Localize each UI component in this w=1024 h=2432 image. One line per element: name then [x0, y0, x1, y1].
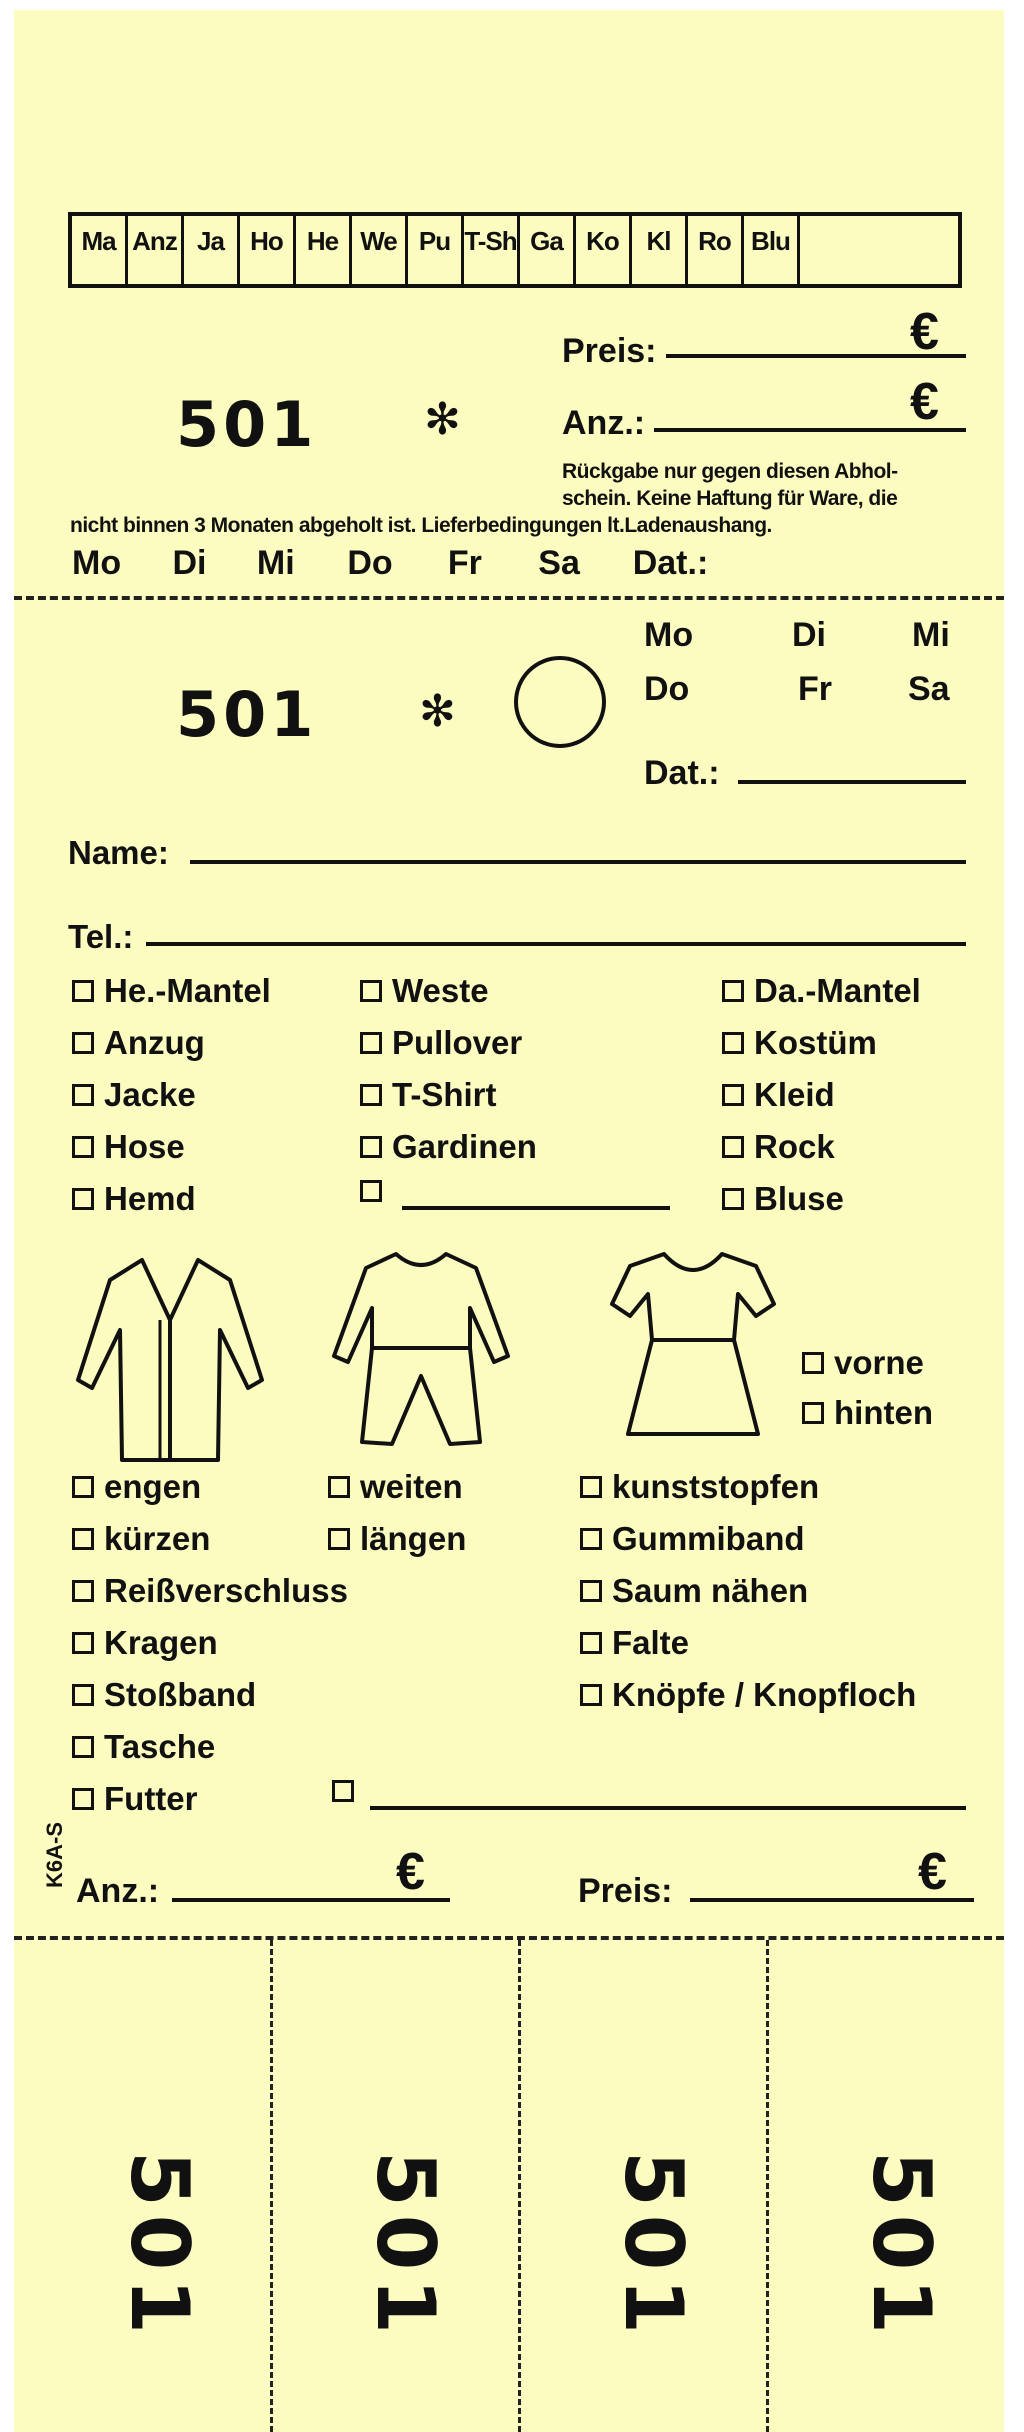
checkbox-kostuem[interactable] [722, 1024, 877, 1062]
stub-separator [518, 1940, 521, 2432]
star-icon: ✻ [424, 395, 461, 444]
checkbox-reissverschluss[interactable] [72, 1572, 348, 1610]
checkbox-label: T-Shirt [392, 1076, 497, 1113]
checkbox-kleid[interactable] [722, 1076, 835, 1114]
checkbox-icon [802, 1402, 824, 1424]
weekday[interactable]: Mo [644, 616, 694, 654]
weekday[interactable]: Fr [447, 544, 482, 582]
checkbox-icon [328, 1476, 350, 1498]
stub-number[interactable]: 501 [359, 2151, 452, 2342]
checkbox-icon [360, 1084, 382, 1106]
price-label: Preis: [578, 1872, 673, 1910]
checkbox-icon [360, 1136, 382, 1158]
checkbox-icon [580, 1528, 602, 1550]
category-cell[interactable]: Ga [520, 216, 576, 284]
qty-label: Anz.: [562, 404, 646, 442]
category-cell[interactable]: We [352, 216, 408, 284]
checkbox-tasche[interactable] [72, 1728, 215, 1766]
category-cell[interactable]: Ro [688, 216, 744, 284]
checkbox-icon [722, 1032, 744, 1054]
date-line[interactable] [738, 780, 966, 784]
weekday[interactable]: Mi [912, 616, 950, 654]
perforation-line [14, 596, 1004, 600]
weekday[interactable]: Di [792, 616, 826, 654]
checkbox-label: Tasche [104, 1728, 216, 1765]
ticket-number: 501 [176, 388, 318, 461]
stamp-circle-icon[interactable] [510, 652, 610, 752]
checkbox-icon [360, 1180, 382, 1202]
weekday[interactable]: Fr [798, 670, 832, 708]
checkbox-label: Kragen [104, 1624, 218, 1661]
checkbox-he-mantel[interactable] [72, 972, 271, 1010]
euro-symbol: € [910, 303, 939, 361]
checkbox-label: kunststopfen [612, 1468, 820, 1505]
category-cell[interactable]: Anz [128, 216, 184, 284]
checkbox-label: Gardinen [392, 1128, 537, 1165]
weekday[interactable]: Mo [72, 544, 122, 582]
checkbox-label: Futter [104, 1780, 198, 1817]
checkbox-label: Rock [754, 1128, 835, 1165]
checkbox-kunststopfen[interactable] [580, 1468, 819, 1506]
coat-icon[interactable] [70, 1250, 270, 1470]
category-cell[interactable]: Ho [240, 216, 296, 284]
checkbox-label: Kostüm [754, 1024, 877, 1061]
checkbox-bluse[interactable] [722, 1180, 844, 1218]
dress-icon[interactable] [608, 1246, 778, 1446]
checkbox-icon [722, 1188, 744, 1210]
category-cell[interactable]: Ko [576, 216, 632, 284]
stub-number[interactable]: 501 [607, 2151, 700, 2342]
checkbox-label: Falte [612, 1624, 690, 1661]
checkbox-icon [72, 980, 94, 1002]
checkbox-laengen[interactable] [328, 1520, 466, 1558]
checkbox-label: Bluse [754, 1180, 844, 1217]
stub-separator [766, 1940, 769, 2432]
checkbox-icon [72, 1136, 94, 1158]
checkbox-label: Knöpfe / Knopfloch [612, 1676, 917, 1713]
category-cell[interactable]: Pu [408, 216, 464, 284]
checkbox-icon [360, 980, 382, 1002]
checkbox-icon [72, 1188, 94, 1210]
checkbox-label: Reißverschluss [104, 1572, 348, 1609]
checkbox-label: kürzen [104, 1520, 211, 1557]
category-cell[interactable]: Blu [744, 216, 800, 284]
weekday[interactable]: Do [347, 544, 393, 582]
category-cell[interactable]: Kl [632, 216, 688, 284]
weekday-row [72, 544, 708, 583]
checkbox-icon [72, 1084, 94, 1106]
checkbox-saum-naehen[interactable] [580, 1572, 808, 1610]
checkbox-da-mantel[interactable] [722, 972, 921, 1010]
checkbox-hinten[interactable] [802, 1394, 933, 1432]
ticket [14, 10, 1004, 2432]
checkbox-label: Jacke [104, 1076, 196, 1113]
name-label: Name: [68, 834, 169, 871]
category-cell[interactable]: Ma [72, 216, 128, 284]
weekday[interactable]: Mi [256, 544, 295, 582]
checkbox-anzug[interactable] [72, 1024, 205, 1062]
checkbox-icon [360, 1032, 382, 1054]
checkbox-hemd[interactable] [72, 1180, 196, 1218]
euro-symbol: € [396, 1843, 425, 1901]
weekday[interactable]: Sa [538, 544, 580, 582]
form-code: K6A-S [42, 1821, 68, 1889]
checkbox-other-garment[interactable] [360, 1180, 392, 1202]
checkbox-weiten[interactable] [328, 1468, 463, 1506]
date-label: Dat.: [632, 544, 709, 582]
notice-line: schein. Keine Haftung für Ware, die [562, 487, 898, 510]
checkbox-falte[interactable] [580, 1624, 689, 1662]
checkbox-icon [580, 1476, 602, 1498]
checkbox-label: He.-Mantel [104, 972, 271, 1009]
checkbox-icon [722, 980, 744, 1002]
perforation-line [14, 1936, 1004, 1940]
checkbox-icon [580, 1684, 602, 1706]
euro-symbol: € [910, 373, 939, 431]
checkbox-label: Stoßband [104, 1676, 257, 1713]
weekday[interactable]: Sa [908, 670, 950, 708]
checkbox-t-shirt[interactable] [360, 1076, 497, 1114]
category-cell[interactable]: Ja [184, 216, 240, 284]
notice-line: nicht binnen 3 Monaten abgeholt ist. Lieferbedingungen lt.Ladenaushang. [70, 514, 772, 537]
checkbox-icon [580, 1580, 602, 1602]
checkbox-pullover[interactable] [360, 1024, 522, 1062]
checkbox-gardinen[interactable] [360, 1128, 537, 1166]
checkbox-knoepfe[interactable] [580, 1676, 916, 1714]
date-label: Dat.: [644, 754, 720, 792]
checkbox-label: hinten [834, 1394, 933, 1431]
checkbox-icon [72, 1736, 94, 1758]
checkbox-label: vorne [834, 1344, 924, 1381]
name-field[interactable] [190, 860, 966, 864]
checkbox-engen[interactable] [72, 1468, 201, 1506]
checkbox-label: engen [104, 1468, 202, 1505]
checkbox-futter[interactable] [72, 1780, 198, 1818]
checkbox-icon [72, 1684, 94, 1706]
checkbox-icon [72, 1528, 94, 1550]
other-garment-field[interactable] [402, 1206, 670, 1210]
checkbox-label: Anzug [104, 1024, 205, 1061]
tel-label: Tel.: [68, 918, 134, 955]
checkbox-icon [722, 1136, 744, 1158]
notice-line: Rückgabe nur gegen diesen Abhol- [562, 460, 898, 483]
checkbox-label: Weste [392, 972, 489, 1009]
euro-symbol: € [918, 1843, 947, 1901]
checkbox-icon [580, 1632, 602, 1654]
star-icon: ✻ [419, 687, 456, 736]
checkbox-rock[interactable] [722, 1128, 835, 1166]
stub-separator [270, 1940, 273, 2432]
checkbox-kragen[interactable] [72, 1624, 218, 1662]
stub-number[interactable]: 501 [855, 2151, 948, 2342]
qty-label: Anz.: [76, 1872, 160, 1910]
stub-number[interactable]: 501 [113, 2151, 206, 2342]
checkbox-label: Da.-Mantel [754, 972, 921, 1009]
weekday[interactable]: Do [644, 670, 690, 708]
checkbox-label: längen [360, 1520, 467, 1557]
checkbox-label: Saum nähen [612, 1572, 809, 1609]
checkbox-label: Hemd [104, 1180, 196, 1217]
other-service-field[interactable] [370, 1806, 966, 1810]
weekday[interactable]: Di [172, 544, 207, 582]
checkbox-icon [328, 1528, 350, 1550]
checkbox-label: Pullover [392, 1024, 523, 1061]
suit-icon[interactable] [326, 1246, 516, 1466]
checkbox-icon [72, 1032, 94, 1054]
checkbox-gummiband[interactable] [580, 1520, 805, 1558]
category-cell[interactable]: T-Sh [464, 216, 520, 284]
checkbox-icon [722, 1084, 744, 1106]
checkbox-jacke[interactable] [72, 1076, 196, 1114]
tel-field[interactable] [146, 942, 966, 946]
checkbox-icon [72, 1632, 94, 1654]
checkbox-label: weiten [360, 1468, 463, 1505]
checkbox-weste[interactable] [360, 972, 489, 1010]
price-label: Preis: [562, 332, 657, 370]
checkbox-hose[interactable] [72, 1128, 185, 1166]
checkbox-label: Hose [104, 1128, 185, 1165]
checkbox-other-service[interactable] [332, 1780, 364, 1802]
ticket-number: 501 [176, 678, 318, 751]
category-blank-cell[interactable] [800, 216, 958, 284]
checkbox-label: Kleid [754, 1076, 835, 1113]
checkbox-icon [72, 1476, 94, 1498]
checkbox-kuerzen[interactable] [72, 1520, 210, 1558]
checkbox-icon [72, 1788, 94, 1810]
checkbox-icon [332, 1780, 354, 1802]
category-cell[interactable]: He [296, 216, 352, 284]
checkbox-stossband[interactable] [72, 1676, 256, 1714]
checkbox-vorne[interactable] [802, 1344, 924, 1382]
checkbox-icon [802, 1352, 824, 1374]
checkbox-label: Gummiband [612, 1520, 805, 1557]
checkbox-icon [72, 1580, 94, 1602]
category-table [68, 212, 962, 288]
